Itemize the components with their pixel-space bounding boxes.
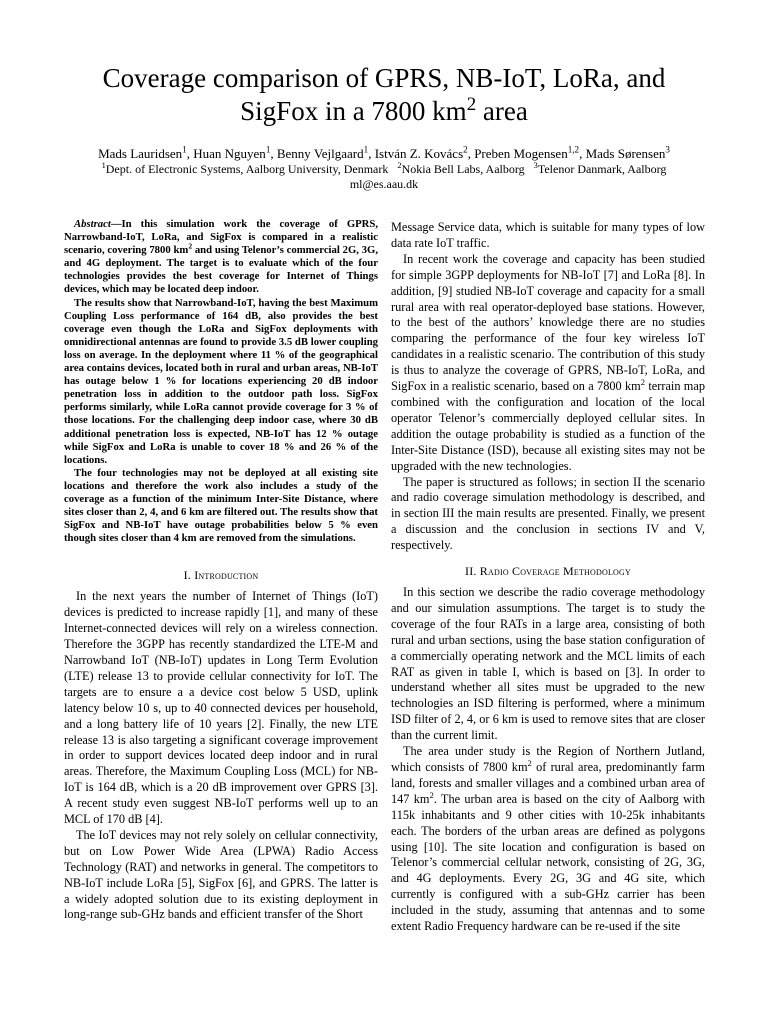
body-paragraph: Message Service data, which is suitable for many types of low data rate IoT traffic. <box>391 220 705 250</box>
affiliation: $^3$Telenor Danmark, Aalborg <box>533 161 667 176</box>
title-superscript: 2 <box>466 94 477 115</box>
author: Mads Lauridsen$^1$, <box>98 144 194 161</box>
author: Preben Mogensen$^{1,2}$, <box>474 144 586 161</box>
paper-title <box>30 62 738 128</box>
body-paragraph: In recent work the coverage and capacity has been studied for simple 3GPP deployments for NB-IoT [7] and LoRa [8]. In addition, [9] studied NB-IoT coverage and capacity for a small rural area with real operator-deployed base stations. However, to the best of the authors’ knowledge there are no studies comparing the performance of the four key wireless IoT candidates in a realistic scenario. The contribution of this study is thus to analyze the coverage of GPRS, NB-IoT, LoRa, and SigFox in a realistic scenario, based on a 7800 $km^2$ terrain map combined with the configuration and location of the local operator Telenor’s commercially deployed cellular sites. In addition the outage probability is studied as a function of the Inter-Site Distance (ISD), because all existing sites may not be upgraded with the new technologies. <box>391 251 705 473</box>
body-paragraph: In the next years the number of Internet of Things (IoT) devices is predicted to increase rapidly [1], and many of these Internet-connected devices will rely on a wireless connection. Therefore the 3GPP has recently standardized the LTE-M and Narrowband IoT (NB-IoT) updates in Long Term Evolution (LTE) release 13 to provide cellular connectivity for IoT. The targets are to ensure a a device cost below 5 USD, uplink latency below 10 s, up to 40 connected devices per household, and a long battery life of 10 years [2]. Finally, the new LTE release 13 is also targeting a significant coverage improvement in order to support devices located deep indoor and in rural areas. Therefore, the Maximum Coupling Loss (MCL) for NB-IoT is 164 dB, which is a 20 dB improvement over GPRS [3]. A recent study even suggest NB-IoT performs well up to an MCL of 170 dB [4]. <box>64 589 378 827</box>
title-line-2: SigFox in a 7800 km <box>240 96 467 126</box>
author: Mads Sørensen$^3$ <box>585 144 670 161</box>
affiliations <box>20 162 748 177</box>
affiliation: $^1$Dept. of Electronic Systems, Aalborg University, Denmark <box>101 161 389 176</box>
body-paragraph: The IoT devices may not rely solely on cellular connectivity, but on Low Power Wide Area (LPWA) Radio Access Technology (RAT) and networks in general. The competitors to NB-IoT include LoRa [5], SigFox [6], and GPRS. The latter is a widely adopted solution due to its existing deployment in long-range sub-GHz bands and efficient transfer of the Short <box>64 827 378 922</box>
abstract-paragraph: Abstract—In this simulation work the coverage of GPRS, Narrowband-IoT, LoRa, and SigFox is compared in a realistic scenario, covering 7800 $km^2$ and using Telenor’s commercial 2G, 3G, and 4G deployment. The target is to evaluate which of the four technologies provides the best coverage for Internet of Things devices, which may be located deep indoor. <box>64 218 379 296</box>
author: Huan Nguyen$^1$, <box>193 144 277 161</box>
body-paragraph: The area under study is the Region of Northern Jutland, which consists of 7800 $km^2$ of rural area, predominantly farm land, forests and smaller villages and a combined urban area of 147 $km^2$. The urban area is based on the city of Aalborg with 115k inhabitants and 9 other cities with 10-25k inhabitants each. The borders of the urban areas are defined as polygons using [10]. The site location and configuration is based on Telenor’s commercial cellular network, consisting of 2G, 3G, and 4G deployments. Every 2G, 3G and 4G site, which currently is configured with a sub-GHz carrier has been included in the study, assuming that antennas and to some extent Radio Frequency hardware can be re-used if the site <box>391 744 705 934</box>
introduction-section <box>64 568 378 923</box>
section-heading: II. Radio Coverage Methodology <box>465 564 631 579</box>
left-column <box>64 218 378 923</box>
introduction-continued <box>391 220 705 554</box>
abstract-paragraph: The results show that Narrowband-IoT, having the best Maximum Coupling Loss performance of 164 dB, also provides the best coverage even though the LoRa and SigFox deployments with omnidirectional antennas are found to provide 3.5 dB lower coupling loss on average. In the deployment where 11 % of the geographical area contains devices, located both in rural and urban areas, NB-IoT has outage below 1 % for locations experiencing 20 dB indoor penetration loss in addition to the outdoor path loss. SigFox performs similarly, while LoRa cannot provide coverage for 3 % of those locations. For the challenging deep indoor case, where 30 dB additional penetration loss is expected, NB-IoT has 12 % outage while SigFox and LoRa is unable to cover 18 % and 26 % of the locations. <box>64 296 378 466</box>
abstract-paragraph: The four technologies may not be deployed at all existing site locations and therefore the work also includes a study of the coverage as a function of the minimum Inter-Site Distance, where sites closer than 2, 4, and 6 km are filtered out. The results show that SigFox and NB-IoT have outage probabilities below 5 % even though sites closer than 4 km are removed from the simulations. <box>64 466 378 545</box>
author: Benny Vejlgaard$^1$, <box>276 144 375 161</box>
author: István Z. Kovács$^2$, <box>374 144 475 161</box>
section-heading: I. Introduction <box>183 568 259 583</box>
title-line-1: Coverage comparison of GPRS, NB-IoT, LoRa, and <box>102 63 666 93</box>
title-line-2-end: area <box>476 96 528 126</box>
affiliation: $^2$Nokia Bell Labs, Aalborg <box>397 161 525 176</box>
abstract <box>64 218 378 545</box>
author-list <box>20 146 748 162</box>
methodology-section <box>391 564 705 935</box>
right-column <box>391 220 705 935</box>
abstract-label: Abstract <box>74 218 111 230</box>
contact-email: ml@es.aau.dk <box>349 177 419 191</box>
body-paragraph: The paper is structured as follows; in section II the scenario and radio coverage simulation methodology is described, and in section III the main results are presented. Finally, we present a discussion and the conclusion in sections IV and V, respectively. <box>391 474 705 553</box>
body-paragraph: In this section we describe the radio coverage methodology and our simulation assumptions. The target is to study the coverage of the four RATs in a large area, consisting of both rural and urban sections, using the base station configuration of a commercially operating network and the MCL limits of each RAT as given in table I, which is based on [3]. In order to understand whether all sites must be upgraded to the new technologies an ISD filtering is performed, where a minimum ISD filter of 2, 4, or 6 km is used to remove sites that are closer than the current limit. <box>391 585 705 743</box>
